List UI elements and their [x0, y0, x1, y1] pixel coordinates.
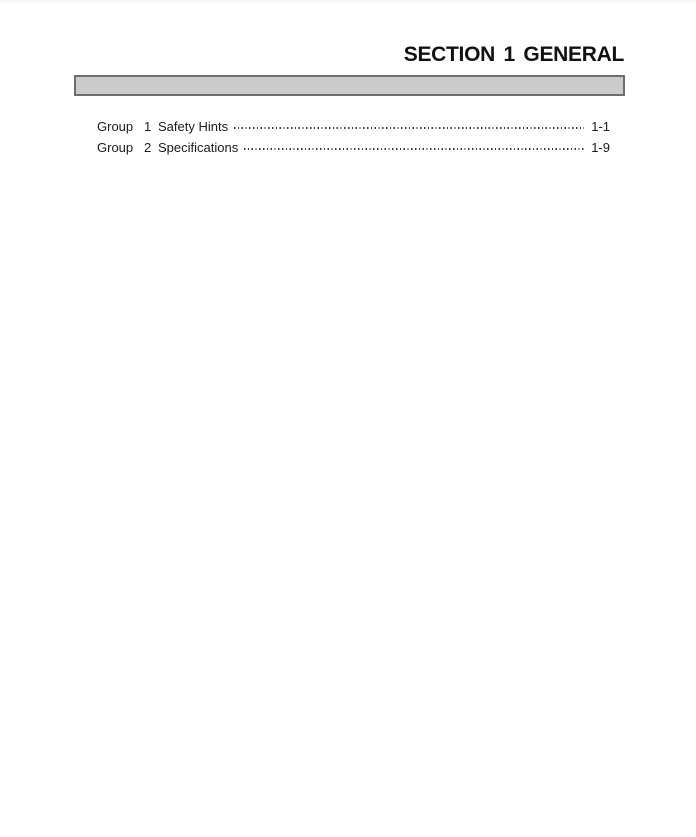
- dotted-leader: [234, 127, 584, 129]
- toc-entry: [97, 116, 610, 137]
- toc-group-number: 2: [144, 140, 152, 155]
- toc-page-number: 1-1: [591, 119, 610, 134]
- toc-entry: [97, 137, 610, 158]
- toc-entry-title: Specifications: [158, 140, 239, 155]
- scan-edge-shade: [0, 0, 696, 4]
- toc-group-label: Group: [97, 119, 134, 134]
- dotted-leader: [244, 148, 584, 150]
- toc-entry-title: Safety Hints: [158, 119, 229, 134]
- section-title: SECTION 1 GENERAL: [403, 43, 624, 66]
- table-of-contents: [97, 116, 610, 158]
- toc-group-number: 1: [144, 119, 152, 134]
- section-title-bar: [74, 75, 625, 96]
- toc-page-number: 1-9: [591, 140, 610, 155]
- toc-group-label: Group: [97, 140, 134, 155]
